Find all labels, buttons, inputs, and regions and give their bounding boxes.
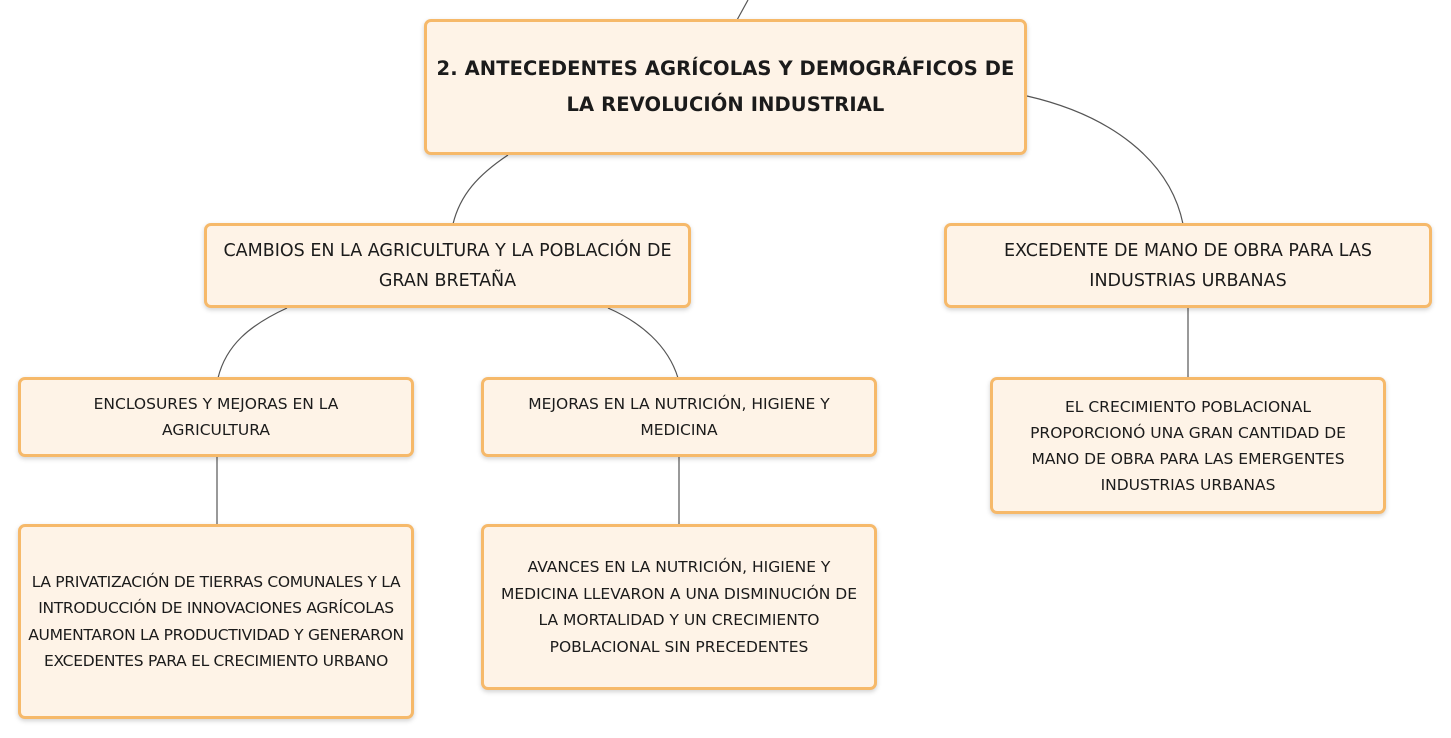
- node-labor-surplus-label: EXCEDENTE DE MANO DE OBRA PARA LAS INDUSTRIAS URBANAS: [1003, 240, 1373, 291]
- root-node[interactable]: [424, 19, 1027, 155]
- node-population-growth[interactable]: [990, 377, 1386, 514]
- node-enclosures[interactable]: [18, 377, 414, 457]
- node-health-label: MEJORAS EN LA NUTRICIÓN, HIGIENE Y MEDICINA: [528, 395, 830, 439]
- node-health[interactable]: [481, 377, 877, 457]
- connector-agriculture-to-enclosures: [218, 308, 287, 378]
- node-health-detail-text: AVANCES EN LA NUTRICIÓN, HIGIENE Y MEDICINA LLEVARON A UNA DISMINUCIÓN DE LA MORTALIDAD Y UN CRECIMIENTO POBLACIONAL SIN PRECEDENTES: [500, 558, 858, 656]
- node-enclosures-label: ENCLOSURES Y MEJORAS EN LA AGRICULTURA: [93, 395, 339, 439]
- node-agriculture-population-label: CAMBIOS EN LA AGRICULTURA Y LA POBLACIÓN DE GRAN BRETAÑA: [223, 240, 672, 291]
- node-health-detail[interactable]: [481, 524, 877, 690]
- root-title: 2. ANTECEDENTES AGRÍCOLAS Y DEMOGRÁFICOS DE LA REVOLUCIÓN INDUSTRIAL: [436, 57, 1015, 116]
- node-enclosures-detail-text: LA PRIVATIZACIÓN DE TIERRAS COMUNALES Y LA INTRODUCCIÓN DE INNOVACIONES AGRÍCOLAS AUMENTARON LA PRODUCTIVIDAD Y GENERARON EXCEDENTES PARA EL CRECIMIENTO URBANO: [28, 572, 404, 670]
- node-enclosures-detail[interactable]: [18, 524, 414, 719]
- connector-agriculture-to-health: [608, 308, 678, 378]
- connector-root-to-agriculture: [453, 155, 508, 224]
- node-agriculture-population[interactable]: [204, 223, 691, 308]
- node-population-growth-detail: EL CRECIMIENTO POBLACIONAL PROPORCIONÓ UNA GRAN CANTIDAD DE MANO DE OBRA PARA LAS EMERGENTES INDUSTRIAS URBANAS: [1030, 397, 1346, 494]
- connector-incoming-root: [737, 0, 748, 20]
- connector-root-to-labor: [1027, 96, 1183, 224]
- node-labor-surplus[interactable]: [944, 223, 1432, 308]
